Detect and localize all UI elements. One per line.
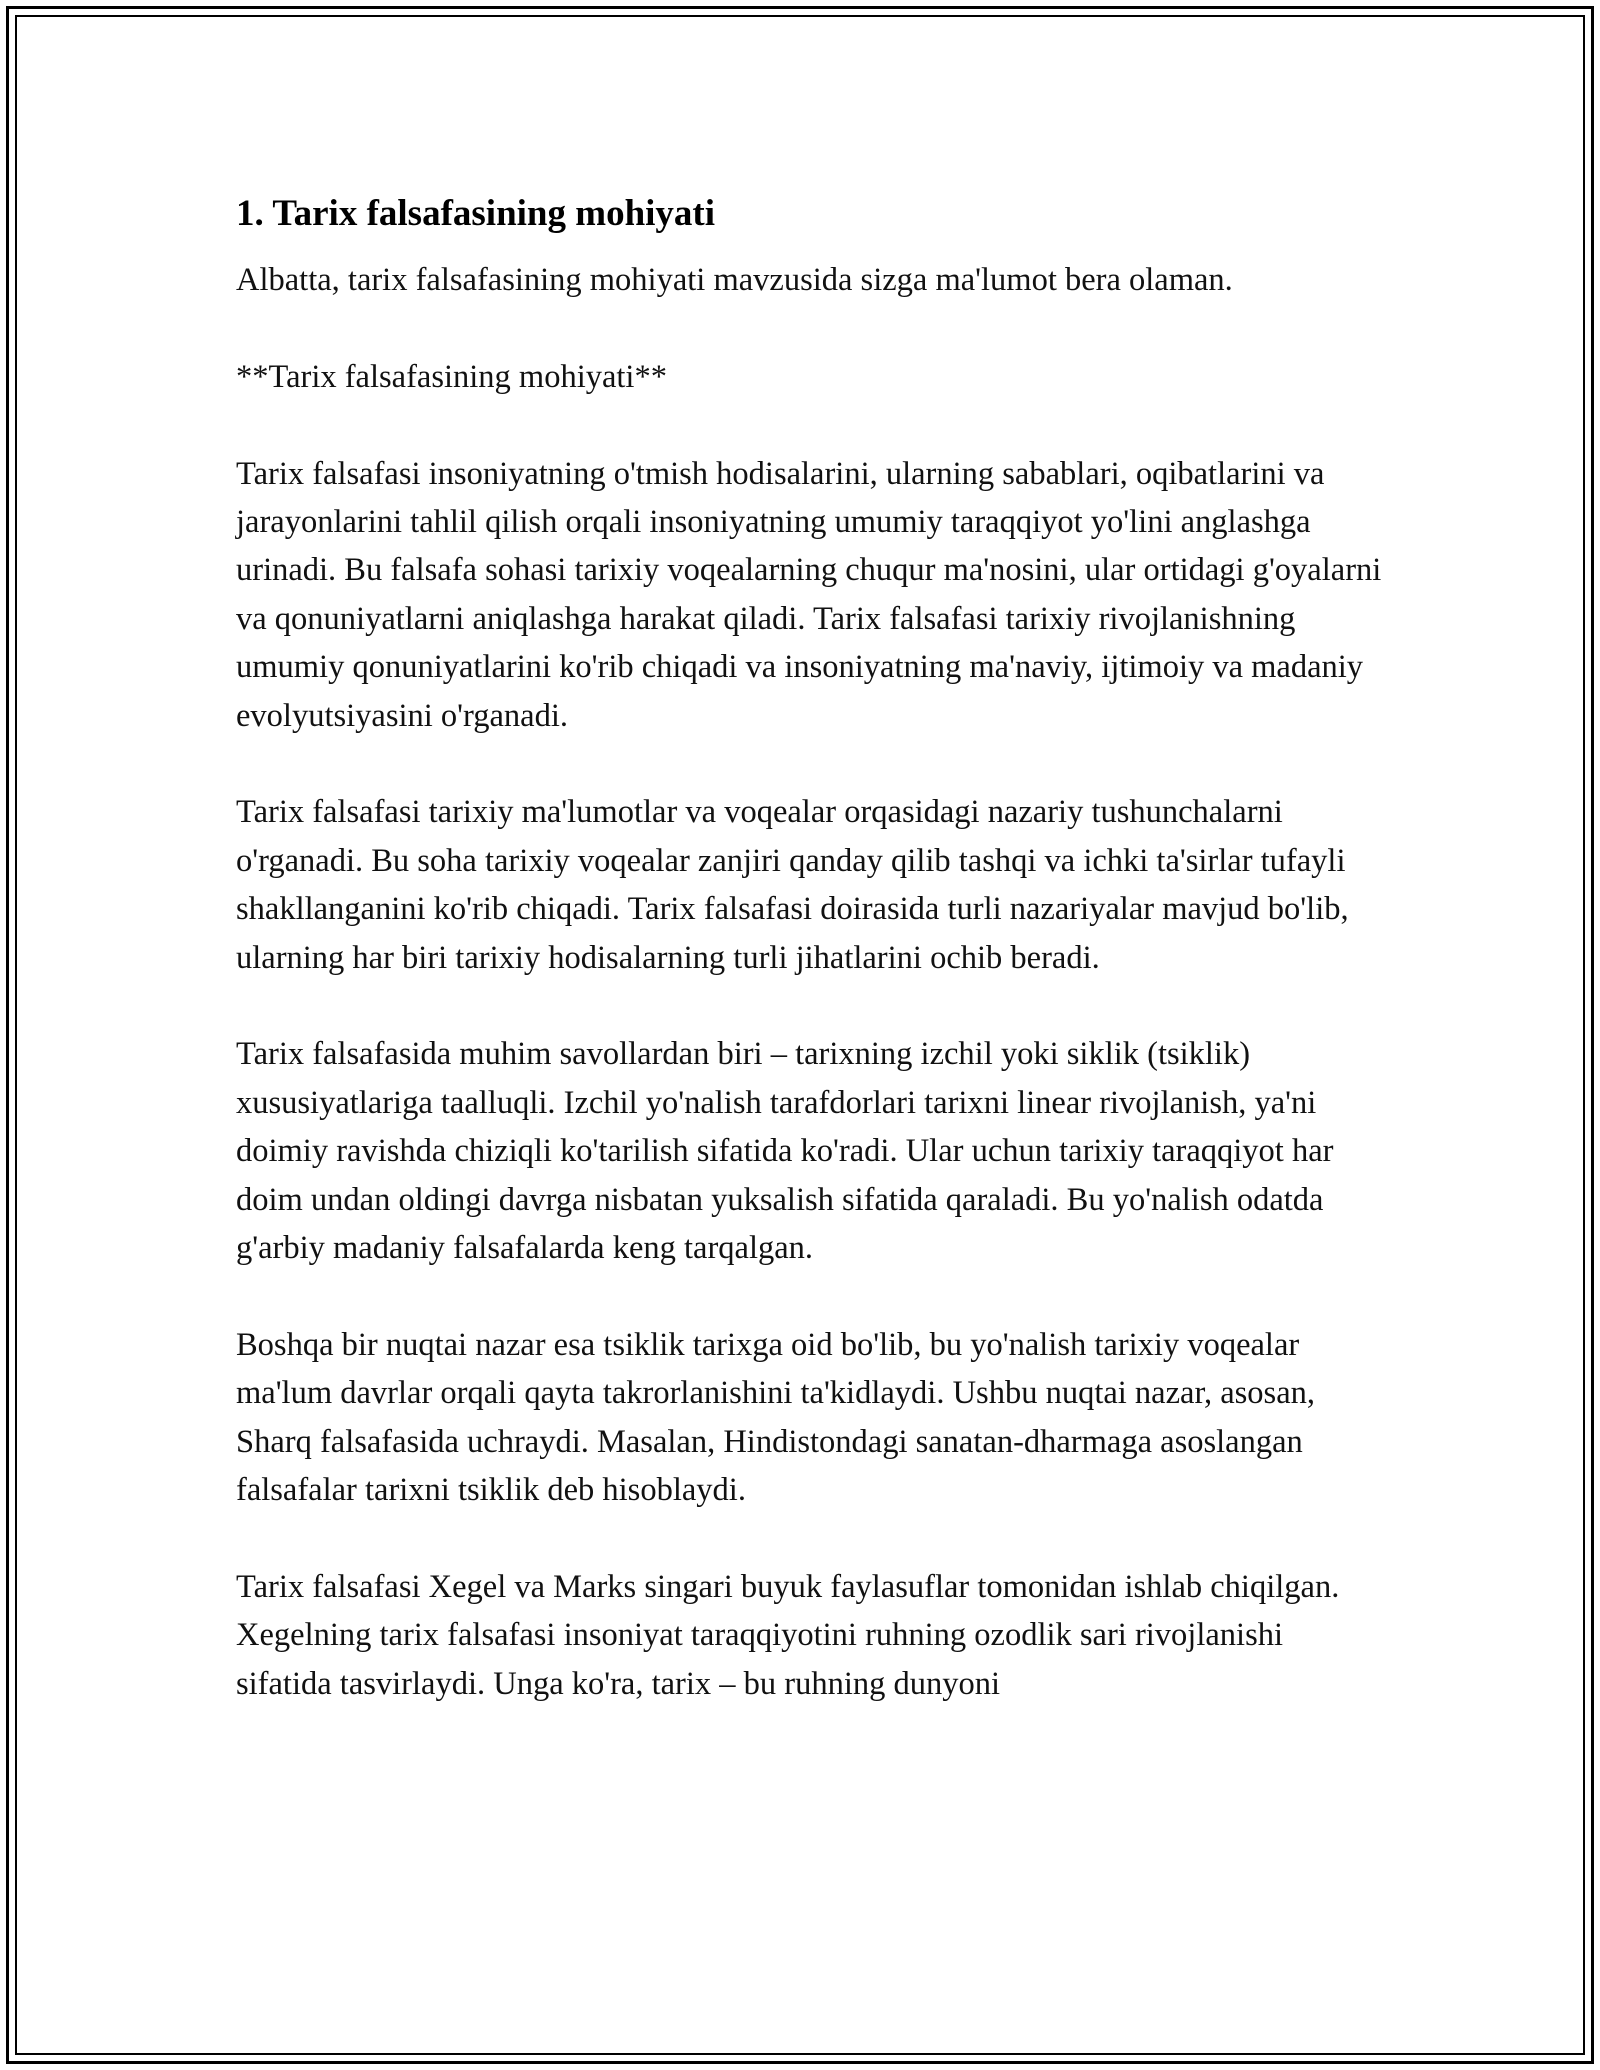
body-paragraph-3: Tarix falsafasida muhim savollardan biri – tarixning izchil yoki siklik (tsiklik) xususiyatlariga taalluqli. Izchil yo'nalish tarafdorlari tarixni linear rivojlanish, ya'ni doimiy ravishda chiziqli ko'tarilish sifatida ko'radi. Ular uchun tarixiy taraqqiyot har doim undan oldingi davrga nisbatan yuksalish sifatida qaraladi. Bu yo'nalish odatda g'arbiy madaniy falsafalarda keng tarqalgan. <box>236 1036 1334 1267</box>
subheading-paragraph: **Tarix falsafasining mohiyati** <box>236 358 667 395</box>
document-body <box>236 186 1386 1756</box>
intro-paragraph: Albatta, tarix falsafasining mohiyati mavzusida sizga ma'lumot bera olaman. <box>236 262 1233 298</box>
body-paragraph-4: Boshqa bir nuqtai nazar esa tsiklik tarixga oid bo'lib, bu yo'nalish tarixiy voqealar ma'lum davrlar orqali qayta takrorlanishini ta'kidlaydi. Ushbu nuqtai nazar, asosan, Sharq falsafasida uchraydi. Masalan, Hindistondagi sanatan-dharmaga asoslangan falsafalar tarixni tsiklik deb hisoblaydi. <box>236 1326 1315 1509</box>
document-title: 1. Tarix falsafasining mohiyati <box>236 193 716 234</box>
body-paragraph-5: Tarix falsafasi Xegel va Marks singari buyuk faylasuflar tomonidan ishlab chiqilgan. Xegelning tarix falsafasi insoniyat taraqqiyotini ruhning ozodlik sari rivojlanishi sifatida tasvirlaydi. Unga ko'ra, tarix – bu ruhning dunyoni <box>236 1568 1340 1702</box>
body-paragraph-2: Tarix falsafasi tarixiy ma'lumotlar va voqealar orqasidagi nazariy tushunchalarni o'rganadi. Bu soha tarixiy voqealar zanjiri qanday qilib tashqi va ichki ta'sirlar tufayli shakllanganini ko'rib chiqadi. Tarix falsafasi doirasida turli nazariyalar mavjud bo'lib, ularning har biri tarixiy hodisalarning turli jihatlarini ochib beradi. <box>236 794 1349 976</box>
body-paragraph-1: Tarix falsafasi insoniyatning o'tmish hodisalarini, ularning sabablari, oqibatlarini va jarayonlarini tahlil qilish orqali insoniyatning umumiy taraqqiyot yo'lini anglashga urinadi. Bu falsafa sohasi tarixiy voqealarning chuqur ma'nosini, ular ortidagi g'oyalarni va qonuniyatlarni aniqlashga harakat qiladi. Tarix falsafasi tarixiy rivojlanishning umumiy qonuniyatlarini ko'rib chiqadi va insoniyatning ma'naviy, ijtimoiy va madaniy evolyutsiyasini o'rganadi. <box>236 455 1382 734</box>
